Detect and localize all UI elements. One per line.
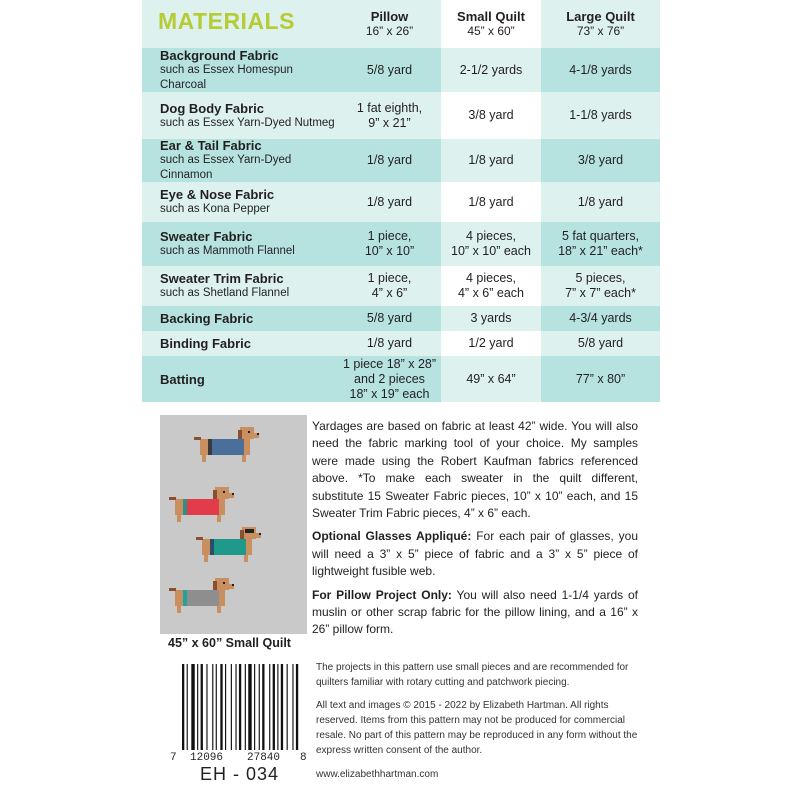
dog-leg xyxy=(177,515,181,522)
table-row xyxy=(142,306,660,331)
amount-line: 1/8 yard xyxy=(468,153,514,167)
column-header-name: Large Quilt xyxy=(566,9,635,24)
amount-line: 1 piece, xyxy=(367,229,412,243)
amount-small xyxy=(441,356,541,402)
amount-pillow xyxy=(338,92,441,139)
amount-line: 4” x 6” each xyxy=(457,286,524,300)
dog-head xyxy=(215,487,229,499)
amount-large xyxy=(541,182,660,222)
dog-eye xyxy=(223,491,225,493)
amount-small xyxy=(441,331,541,356)
glasses-note-text: For each pair of glasses, you will need a 3” x 5” piece of fabric and a 3” x 5” piece of lightweight fusible web. xyxy=(312,529,638,579)
dog-tail xyxy=(196,537,203,540)
fabric-name: Dog Body Fabric xyxy=(160,100,265,116)
amount-line: 1 piece 18” x 28” xyxy=(342,356,437,371)
amount-line: 4-1/8 yards xyxy=(569,62,632,77)
amount-small xyxy=(441,266,541,306)
yardage-note: Yardages are based on fabric at least 42” wide. You will also need the fabric marking tool of your choice. My samples were made using the Robert Kaufman fabrics referenced above. *To make each sweater in the quilt different, substitute 15 Sweater Fabric pieces, 10” x 10” each, and 15 Sweater Trim Fabric pieces, 4” x 6” each. xyxy=(312,419,638,521)
amount-line: 18” x 19” each xyxy=(349,386,430,401)
fabric-example: such as Mammoth Flannel xyxy=(160,245,295,257)
fabric-name: Sweater Fabric xyxy=(160,229,253,244)
dog-head xyxy=(215,578,229,590)
quilt-illustration xyxy=(160,415,307,634)
barcode-bar xyxy=(287,664,288,750)
fabric-label-cell xyxy=(142,331,338,356)
amount-line: 4 pieces, xyxy=(465,271,517,285)
amount-small xyxy=(441,182,541,222)
footer-website: www.elizabethhartman.com xyxy=(316,769,439,780)
amount-large xyxy=(541,48,660,92)
barcode-bar xyxy=(254,664,255,750)
amount-line: 1-1/8 yards xyxy=(569,108,632,122)
dog-nose xyxy=(232,584,234,586)
amount-line: 10” x 10” xyxy=(364,244,415,258)
barcode-bar xyxy=(245,664,246,750)
dog-ear xyxy=(238,430,242,439)
pillow-note xyxy=(312,587,638,639)
column-header-name: Pillow xyxy=(370,9,409,24)
barcode-bar xyxy=(231,664,232,750)
fabric-example: such as Shetland Flannel xyxy=(160,287,290,299)
dog-sweater xyxy=(210,439,244,455)
barcode-bar xyxy=(259,664,260,750)
amount-pillow xyxy=(338,266,441,306)
dog-tail xyxy=(169,497,176,500)
fabric-name: Batting xyxy=(160,371,205,387)
notes-section xyxy=(312,418,638,645)
column-header-size: 73” x 76” xyxy=(576,24,625,38)
amount-pillow xyxy=(338,222,441,266)
materials-title: MATERIALS xyxy=(142,0,338,48)
table-row xyxy=(142,48,660,92)
dog-ear xyxy=(213,490,217,499)
amount-pillow xyxy=(338,182,441,222)
barcode-digits-group-2: 27840 xyxy=(247,752,281,764)
dog-nose xyxy=(257,433,259,435)
amount-line: 1 piece, xyxy=(367,271,412,285)
amount-small xyxy=(441,48,541,92)
barcode-digit-right: 8 xyxy=(300,752,307,764)
barcode-bar xyxy=(269,664,270,750)
amount-line: 5 pieces, xyxy=(575,271,626,285)
fabric-name: Backing Fabric xyxy=(160,311,254,326)
amount-small xyxy=(441,306,541,331)
amount-line: 3/8 yard xyxy=(468,108,514,122)
barcode-image xyxy=(176,664,306,756)
amount-large xyxy=(541,139,660,182)
fabric-name: Eye & Nose Fabric xyxy=(160,187,275,202)
dog-eye xyxy=(223,582,225,584)
amount-line: 1/8 yard xyxy=(577,194,624,209)
barcode-bar xyxy=(273,664,275,750)
footer-copyright: All text and images © 2015 - 2022 by Elizabeth Hartman. All rights reserved. Items from this pattern may not be produced for commercial resale. No part of this pattern may be reproduced in any form without the express written consent of the author. xyxy=(316,700,638,756)
barcode-bar xyxy=(182,664,184,750)
pillow-note-text: You will also need 1-1/4 yards of muslin or other scrap fabric for the pillow lining, and a 16” x 26” pillow form. xyxy=(312,587,639,637)
amount-line: 1/8 yard xyxy=(366,336,413,350)
amount-line: 18” x 21” each* xyxy=(558,244,643,258)
table-row xyxy=(142,92,660,139)
barcode-bar xyxy=(225,664,226,750)
dog-sweater-trim xyxy=(183,499,187,515)
amount-line: 5 fat quarters, xyxy=(561,229,640,243)
amount-small xyxy=(441,222,541,266)
dog-leg xyxy=(202,455,206,462)
table-row xyxy=(142,266,660,306)
dog-head xyxy=(240,427,254,439)
barcode-bar xyxy=(277,664,278,750)
column-header-size: 45” x 60” xyxy=(467,24,515,38)
amount-line: 1/8 yard xyxy=(468,194,514,209)
amount-line: 3/8 yard xyxy=(577,153,624,167)
amount-line: and 2 pieces xyxy=(354,371,425,386)
materials-table xyxy=(142,0,660,400)
quilt-caption: 45” x 60” Small Quilt xyxy=(168,636,291,650)
fabric-label-cell xyxy=(142,222,338,266)
fabric-name: Sweater Trim Fabric xyxy=(160,271,284,286)
fabric-label-cell xyxy=(142,356,338,402)
barcode-bar xyxy=(206,664,207,750)
amount-large xyxy=(541,266,660,306)
column-header-name: Small Quilt xyxy=(457,9,525,24)
dog-leg xyxy=(177,606,181,613)
table-row xyxy=(142,222,660,266)
amount-line: 2-1/2 yards xyxy=(459,62,523,77)
amount-large xyxy=(541,306,660,331)
barcode-bar xyxy=(281,664,283,750)
column-header-size: 16” x 26” xyxy=(365,24,414,38)
fabric-name: Binding Fabric xyxy=(160,336,251,351)
amount-large xyxy=(541,92,660,139)
dog-leg xyxy=(217,515,221,522)
barcode-bar xyxy=(248,664,251,750)
amount-line: 4” x 6” xyxy=(371,286,408,300)
amount-line: 7” x 7” each* xyxy=(565,286,636,300)
amount-line: 4-3/4 yards xyxy=(569,311,632,325)
dog-sweater-trim xyxy=(208,439,212,455)
amount-line: 3 yards xyxy=(470,311,512,325)
table-row xyxy=(142,331,660,356)
barcode-bar xyxy=(187,664,188,750)
dog-tail xyxy=(169,588,176,591)
column-header-2 xyxy=(441,0,541,48)
dog-leg xyxy=(244,555,248,562)
fabric-label-cell xyxy=(142,92,338,139)
pattern-sku: EH - 034 xyxy=(200,764,280,784)
amount-line: 5/8 yard xyxy=(366,311,413,325)
amount-small xyxy=(441,92,541,139)
dog-nose xyxy=(259,533,261,535)
dog-leg xyxy=(242,455,246,462)
dog-sweater xyxy=(185,499,219,515)
amount-large xyxy=(541,331,660,356)
fabric-example: such as Kona Pepper xyxy=(160,203,270,215)
barcode-bar xyxy=(292,664,293,750)
dog-sweater xyxy=(185,590,219,606)
fabric-label-cell xyxy=(142,139,338,182)
amount-line: 1 fat eighth, xyxy=(356,100,423,115)
dog-leg xyxy=(204,555,208,562)
amount-large xyxy=(541,356,660,402)
dog-ear xyxy=(240,530,244,539)
amount-line: 1/8 yard xyxy=(366,153,413,167)
barcode-digits-group-1: 12096 xyxy=(190,752,224,764)
fabric-label-cell xyxy=(142,306,338,331)
dog-nose xyxy=(232,493,234,495)
dog-sweater-trim xyxy=(210,539,214,555)
amount-line: 5/8 yard xyxy=(577,336,624,350)
fabric-example: such as Essex Yarn-Dyed Cinnamon xyxy=(160,154,292,181)
dog-ear xyxy=(213,581,217,590)
barcode-digit-left: 7 xyxy=(170,752,177,764)
barcode-bar xyxy=(191,664,194,750)
dog-tail xyxy=(194,437,201,440)
dog-glasses xyxy=(245,529,254,533)
column-header-1 xyxy=(338,0,441,48)
fabric-label-cell xyxy=(142,266,338,306)
barcode-bar xyxy=(212,664,213,750)
fabric-name: Background Fabric xyxy=(160,47,279,63)
dog-sweater xyxy=(212,539,246,555)
fabric-name: Ear & Tail Fabric xyxy=(160,138,262,153)
fabric-example: such as Essex Yarn-Dyed Nutmeg xyxy=(160,116,335,129)
barcode-bar xyxy=(235,664,236,750)
fabric-label-cell xyxy=(142,48,338,92)
fabric-label-cell xyxy=(142,182,338,222)
dog-eye xyxy=(248,431,250,433)
barcode-bar xyxy=(239,664,241,750)
barcode-bar xyxy=(197,664,198,750)
amount-line: 1/8 yard xyxy=(366,194,413,209)
amount-pillow xyxy=(338,356,441,402)
barcode-bar xyxy=(201,664,203,750)
fabric-example: such as Essex Homespun Charcoal xyxy=(160,63,293,91)
barcode-bar xyxy=(296,664,298,750)
amount-line: 77” x 80” xyxy=(575,371,626,386)
amount-line: 1/2 yard xyxy=(468,336,514,350)
dog-sweater-trim xyxy=(183,590,187,606)
table-row xyxy=(142,182,660,222)
amount-pillow xyxy=(338,139,441,182)
amount-pillow xyxy=(338,331,441,356)
barcode-bar xyxy=(262,664,264,750)
amount-pillow xyxy=(338,48,441,92)
amount-line: 10” x 10” each xyxy=(451,244,531,258)
barcode-bar xyxy=(220,664,222,750)
amount-line: 4 pieces, xyxy=(465,229,517,243)
quilt-photo xyxy=(159,414,308,635)
footer-intro: The projects in this pattern use small pieces and are recommended for quilters familiar with rotary cutting and patchwork piecing. xyxy=(316,662,629,688)
amount-line: 5/8 yard xyxy=(366,62,413,77)
table-row xyxy=(142,356,660,402)
table-header-row xyxy=(142,0,660,48)
glasses-note xyxy=(312,528,638,580)
dog-leg xyxy=(217,606,221,613)
amount-small xyxy=(441,139,541,182)
table-row xyxy=(142,139,660,182)
amount-line: 49” x 64” xyxy=(466,371,516,386)
barcode-bar xyxy=(216,664,217,750)
pillow-note-label: For Pillow Project Only: xyxy=(312,587,452,602)
amount-large xyxy=(541,222,660,266)
column-header-3 xyxy=(541,0,660,48)
amount-line: 9” x 21” xyxy=(368,115,411,130)
glasses-note-label: Optional Glasses Appliqué: xyxy=(312,529,472,544)
amount-pillow xyxy=(338,306,441,331)
